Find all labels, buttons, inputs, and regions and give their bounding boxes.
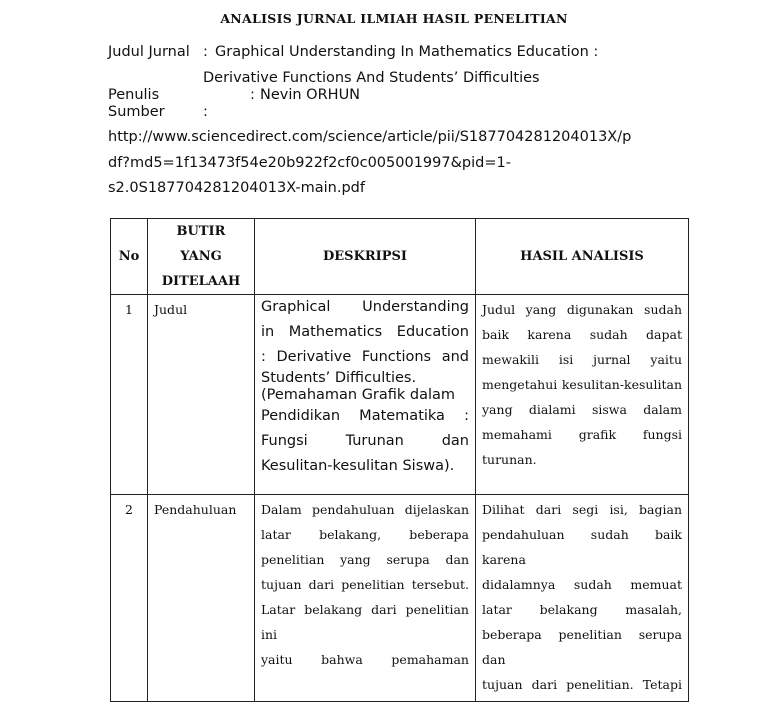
row-2-hasil-line: didalamnya sudah memuat — [482, 577, 682, 592]
row-2-hasil-line: beberapa penelitian serupa dan — [482, 627, 682, 667]
row-1-deskripsi-line: (Pemahaman Grafik dalam — [261, 387, 456, 403]
header-butir-line-2: YANG — [180, 249, 222, 264]
row-2-deskripsi-line: Latar belakang dari penelitian ini — [261, 602, 469, 642]
author-value: Nevin ORHUN — [260, 87, 361, 103]
header-butir — [148, 219, 255, 295]
table-row — [111, 495, 689, 702]
author-colon: : — [250, 87, 255, 103]
row-1-butir: Judul — [148, 295, 255, 495]
header-deskripsi: DESKRIPSI — [255, 219, 476, 295]
row-1-deskripsi-line: Graphical Understanding — [261, 299, 469, 315]
analysis-table — [110, 218, 689, 702]
row-1-deskripsi-line: Pendidikan Matematika : — [261, 408, 469, 424]
row-1-hasil-line: mewakili isi jurnal yaitu — [482, 352, 682, 367]
row-1-hasil-line: mengetahui kesulitan-kesulitan — [482, 377, 682, 392]
source-colon: : — [203, 104, 208, 120]
row-2-deskripsi-line: penelitian yang serupa dan — [261, 552, 469, 567]
source-url-line-2: df?md5=1f13473f54e20b922f2cf0c005001997&pid=1- — [108, 155, 511, 171]
row-2-deskripsi-line: Dalam pendahuluan dijelaskan — [261, 502, 469, 517]
row-2-hasil-line: latar belakang masalah, — [482, 602, 682, 617]
row-1-hasil-line: turunan. — [482, 452, 537, 467]
row-1-deskripsi-line: : Derivative Functions and — [261, 349, 469, 365]
journal-title-line-2: Derivative Functions And Students’ Difficulties — [203, 70, 540, 86]
row-2-hasil-line: tujuan dari penelitian. Tetapi — [482, 677, 682, 692]
header-butir-line-1: BUTIR — [176, 224, 226, 239]
row-1-deskripsi-line: Fungsi Turunan dan — [261, 433, 469, 449]
row-2-hasil — [476, 495, 689, 702]
table-header-row — [111, 219, 689, 295]
journal-title-line-1: Graphical Understanding In Mathematics Education : — [215, 44, 599, 60]
journal-label: Judul Jurnal — [108, 44, 190, 60]
row-2-no: 2 — [111, 495, 148, 702]
row-1-deskripsi-line: in Mathematics Education — [261, 324, 469, 340]
source-url-line-1: http://www.sciencedirect.com/science/article/pii/S187704281204013X/p — [108, 129, 632, 145]
source-url-line-3: s2.0S187704281204013X-main.pdf — [108, 180, 365, 196]
row-2-hasil-line: pendahuluan sudah baik karena — [482, 527, 682, 567]
header-hasil: HASIL ANALISIS — [476, 219, 689, 295]
source-label: Sumber — [108, 104, 165, 120]
row-1-hasil-line: baik karena sudah dapat — [482, 327, 682, 342]
row-1-deskripsi — [255, 295, 476, 495]
row-2-butir: Pendahuluan — [148, 495, 255, 702]
row-2-deskripsi-line: latar belakang, beberapa — [261, 527, 469, 542]
author-label: Penulis — [108, 87, 160, 103]
journal-colon: : — [203, 44, 208, 60]
header-no: No — [111, 219, 148, 295]
table-row — [111, 295, 689, 495]
row-1-deskripsi-line: Students’ Difficulties. — [261, 370, 417, 386]
row-1-hasil-line: yang dialami siswa dalam — [482, 402, 682, 417]
row-1-no: 1 — [111, 295, 148, 495]
row-2-deskripsi-line: yaitu bahwa pemahaman — [261, 652, 469, 667]
row-1-hasil-line: Judul yang digunakan sudah — [482, 302, 682, 317]
row-1-deskripsi-line: Kesulitan-kesulitan Siswa). — [261, 458, 455, 474]
row-2-hasil-line: Dilihat dari segi isi, bagian — [482, 502, 682, 517]
row-1-hasil-line: memahami grafik fungsi — [482, 427, 682, 442]
header-butir-line-3: DITELAAH — [161, 274, 241, 289]
row-2-deskripsi-line: tujuan dari penelitian tersebut. — [261, 577, 469, 592]
row-2-deskripsi — [255, 495, 476, 702]
page-title: ANALISIS JURNAL ILMIAH HASIL PENELITIAN — [220, 11, 568, 26]
row-1-hasil — [476, 295, 689, 495]
